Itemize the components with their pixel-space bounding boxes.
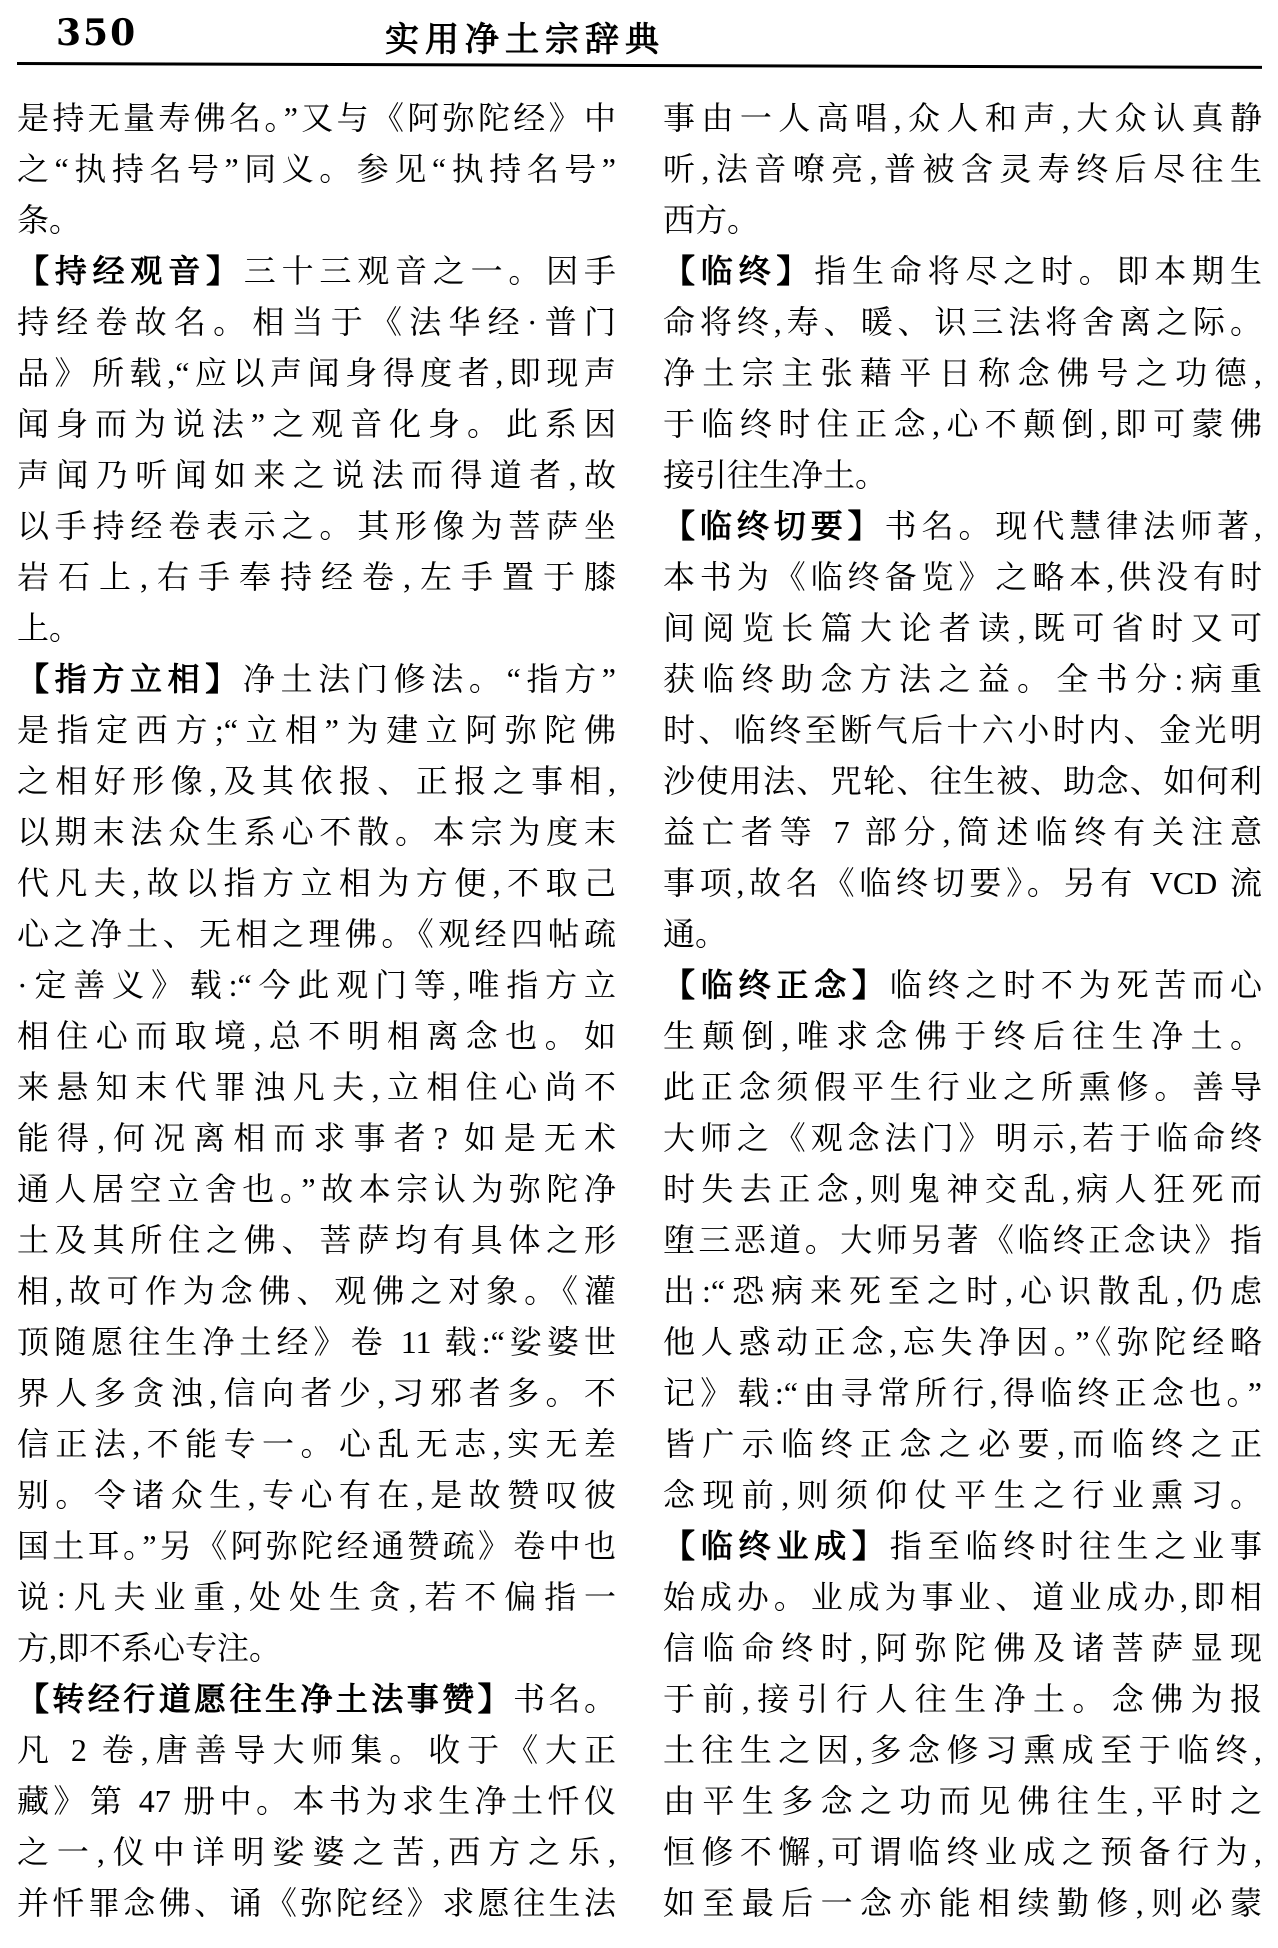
text-line: 之一,仪中详明娑婆之苦,西方之乐,: [17, 1834, 616, 1870]
text-line: 【临终业成】指至临终时往生之业事: [663, 1528, 1262, 1564]
entry-headword: 【临终】: [663, 253, 815, 289]
text-line: 凡 2 卷,唐善导大师集。收于《大正: [17, 1732, 616, 1768]
book-title: 实用净土宗辞典: [385, 22, 665, 59]
text-line: 出:“恐病来死至之时,心识散乱,仍虑: [663, 1273, 1262, 1309]
text-line: 生颠倒,唯求念佛于终后往生净土。: [663, 1018, 1262, 1054]
text-line: 上。: [17, 610, 82, 646]
text-line: 别。令诸众生,专心有在,是故赞叹彼: [17, 1477, 616, 1513]
text-line: 于前,接引行人往生净土。念佛为报: [663, 1681, 1262, 1717]
text-line: 藏》第 47 册中。本书为求生净土忏仪: [17, 1783, 616, 1819]
text-line: 始成办。业成为事业、道业成办,即相: [663, 1579, 1262, 1615]
text-line: 【临终】指生命将尽之时。即本期生: [663, 253, 1262, 289]
text-line: 听,法音嘹亮,普被含灵寿终后尽往生: [663, 151, 1262, 187]
text-line: 之相好形像,及其依报、正报之事相,: [17, 763, 616, 799]
text-line: 心之净土、无相之理佛。《观经四帖疏: [17, 916, 616, 952]
page-number: 350: [56, 12, 138, 54]
text-line: 品》所载,“应以声闻身得度者,即现声: [17, 355, 616, 391]
text-line: 念现前,则须仰仗平生之行业熏习。: [663, 1477, 1262, 1513]
entry-headword: 【临终业成】: [663, 1528, 890, 1564]
text-line: 时、临终至断气后十六小时内、金光明: [663, 712, 1262, 748]
text-line: 说:凡夫业重,处处生贪,若不偏指一: [17, 1579, 616, 1615]
text-line: 以手持经卷表示之。其形像为菩萨坐: [17, 508, 616, 544]
text-line: 信临命终时,阿弥陀佛及诸菩萨显现: [663, 1630, 1262, 1666]
left-column: [17, 93, 616, 1929]
text-line: 恒修不懈,可谓临终业成之预备行为,: [663, 1834, 1262, 1870]
text-line: 相住心而取境,总不明相离念也。如: [17, 1018, 616, 1054]
text-line: 由平生多念之功而见佛往生,平时之: [663, 1783, 1262, 1819]
text-line: 之“执持名号”同义。参见“执持名号”: [17, 151, 616, 187]
text-line: 声闻乃听闻如来之说法而得道者,故: [17, 457, 616, 493]
book-title-wrap: [0, 12, 1050, 61]
text-line: 【持经观音】三十三观音之一。因手: [17, 253, 616, 289]
text-line: 顶随愿往生净土经》卷 11 载:“娑婆世: [17, 1324, 616, 1360]
text-line: 信正法,不能专一。心乱无志,实无差: [17, 1426, 616, 1462]
text-line: ·定善义》载:“今此观门等,唯指方立: [17, 967, 616, 1003]
text-line: 方,即不系心专注。: [17, 1630, 282, 1666]
text-line: 净土宗主张藉平日称念佛号之功德,: [663, 355, 1262, 391]
text-line: 命将终,寿、暖、识三法将舍离之际。: [663, 304, 1262, 340]
entry-headword: 【转经行道愿往生净土法事赞】: [17, 1681, 514, 1717]
text-line: 如至最后一念亦能相续勤修,则必蒙: [663, 1885, 1262, 1921]
text-line: 界人多贪浊,信向者少,习邪者多。不: [17, 1375, 616, 1411]
text-line: 并忏罪念佛、诵《弥陀经》求愿往生法: [17, 1885, 616, 1921]
text-line: 是指定西方;“立相”为建立阿弥陀佛: [17, 712, 616, 748]
text-line: 通。: [663, 916, 728, 952]
text-line: 是持无量寿佛名。”又与《阿弥陀经》中: [17, 100, 616, 136]
text-columns: [17, 93, 1262, 1929]
text-line: 皆广示临终正念之必要,而临终之正: [663, 1426, 1262, 1462]
text-line: 沙使用法、咒轮、往生被、助念、如何利: [663, 763, 1262, 799]
text-line: 来悬知末代罪浊凡夫,立相住心尚不: [17, 1069, 616, 1105]
text-line: 接引往生净土。: [663, 457, 888, 493]
page-header: [0, 12, 1278, 62]
header-divider-rule: [17, 62, 1262, 69]
text-line: 堕三恶道。大师另著《临终正念诀》指: [663, 1222, 1262, 1258]
text-line: 闻身而为说法”之观音化身。此系因: [17, 406, 616, 442]
text-line: 记》载:“由寻常所行,得临终正念也。”: [663, 1375, 1262, 1411]
text-line: 【临终切要】书名。现代慧律法师著,: [663, 508, 1262, 544]
text-line: 大师之《观念法门》明示,若于临命终: [663, 1120, 1262, 1156]
text-line: 岩石上,右手奉持经卷,左手置于膝: [17, 559, 616, 595]
text-line: 此正念须假平生行业之所熏修。善导: [663, 1069, 1262, 1105]
text-line: 以期末法众生系心不散。本宗为度末: [17, 814, 616, 850]
text-line: 【转经行道愿往生净土法事赞】书名。: [17, 1681, 616, 1717]
text-line: 他人惑动正念,忘失净因。”《弥陀经略: [663, 1324, 1262, 1360]
text-line: 国土耳。”另《阿弥陀经通赞疏》卷中也: [17, 1528, 616, 1564]
entry-headword: 【指方立相】: [17, 661, 243, 697]
entry-headword: 【持经观音】: [17, 253, 244, 289]
text-line: 事由一人高唱,众人和声,大众认真静: [663, 100, 1262, 136]
text-line: 相,故可作为念佛、观佛之对象。《灌: [17, 1273, 616, 1309]
text-line: 土往生之因,多念修习熏成至于临终,: [663, 1732, 1262, 1768]
text-line: 土及其所住之佛、菩萨均有具体之形: [17, 1222, 616, 1258]
text-line: 益亡者等 7 部分,简述临终有关注意: [663, 814, 1262, 850]
text-line: 间阅览长篇大论者读,既可省时又可: [663, 610, 1262, 646]
text-line: 通人居空立舍也。”故本宗认为弥陀净: [17, 1171, 616, 1207]
text-line: 【临终正念】临终之时不为死苦而心: [663, 967, 1262, 1003]
text-line: 条。: [17, 202, 82, 238]
text-line: 西方。: [663, 202, 760, 238]
text-line: 持经卷故名。相当于《法华经·普门: [17, 304, 616, 340]
text-line: 能得,何况离相而求事者? 如是无术: [17, 1120, 616, 1156]
text-line: 时失去正念,则鬼神交乱,病人狂死而: [663, 1171, 1262, 1207]
text-line: 本书为《临终备览》之略本,供没有时: [663, 559, 1262, 595]
text-line: 于临终时住正念,心不颠倒,即可蒙佛: [663, 406, 1262, 442]
entry-headword: 【临终切要】: [663, 508, 885, 544]
text-line: 获临终助念方法之益。全书分:病重: [663, 661, 1262, 697]
text-line: 事项,故名《临终切要》。另有 VCD 流: [663, 865, 1262, 901]
text-line: 代凡夫,故以指方立相为方便,不取己: [17, 865, 616, 901]
right-column: [663, 93, 1262, 1929]
entry-headword: 【临终正念】: [663, 967, 890, 1003]
text-line: 【指方立相】净土法门修法。“指方”: [17, 661, 616, 697]
